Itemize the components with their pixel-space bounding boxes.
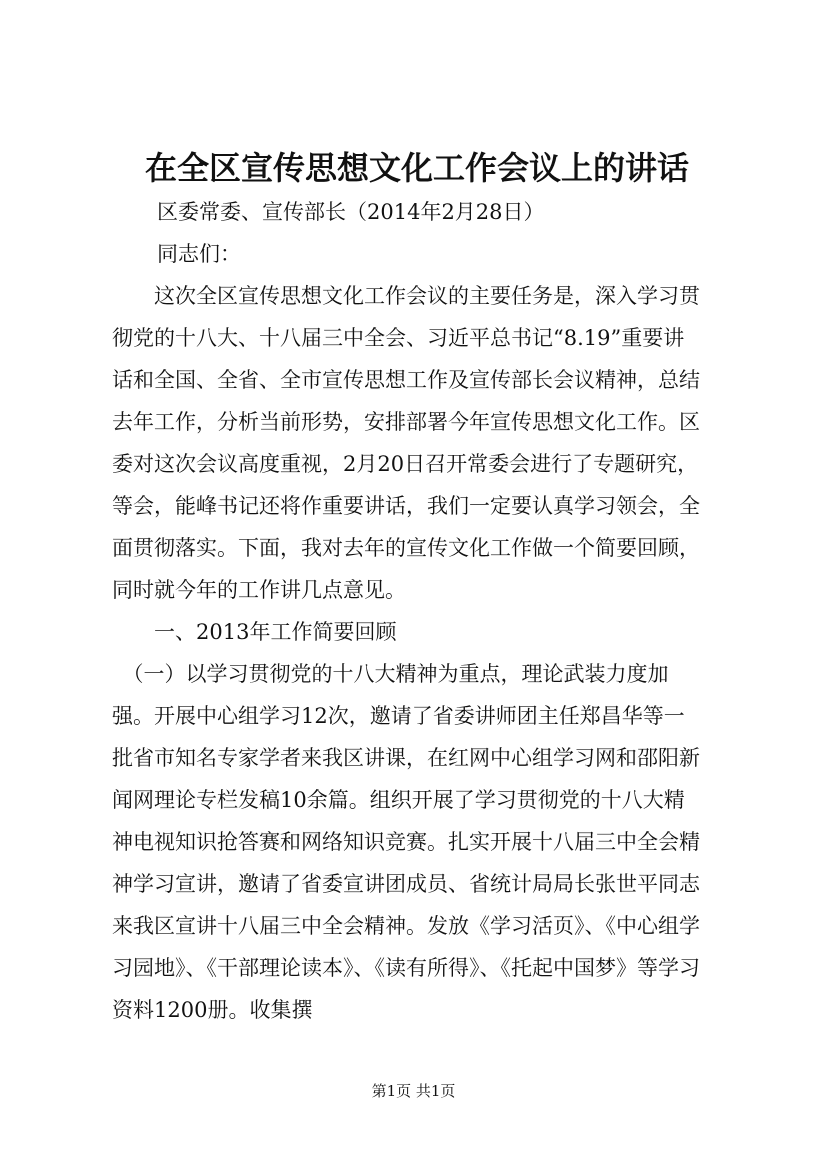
body-line: 来我区宣讲十八届三中全会精神。发放《学习活页》、《中心组学 xyxy=(112,914,700,938)
body-line: 资料1200册。收集撰 xyxy=(112,998,313,1022)
body-line: 去年工作，分析当前形势，安排部署今年宣传思想文化工作。区 xyxy=(112,410,700,434)
salutation: 同志们： xyxy=(157,242,241,266)
body-line: 委对这次会议高度重视，2月20日召开常委会进行了专题研究， xyxy=(112,452,699,476)
body-line: 彻党的十八大、十八届三中全会、习近平总书记“8.19”重要讲 xyxy=(112,326,685,350)
body-line: 这次全区宣传思想文化工作会议的主要任务是，深入学习贯 xyxy=(112,284,700,308)
body-line: 话和全国、全省、全市宣传思想工作及宣传部长会议精神，总结 xyxy=(112,368,700,392)
body-line: 强。开展中心组学习12次，邀请了省委讲师团主任郑昌华等一 xyxy=(112,704,685,728)
page-footer: 第1页 共1页 xyxy=(371,1082,456,1100)
section-heading: 一、2013年工作简要回顾 xyxy=(112,620,397,644)
body-line: 同时就今年的工作讲几点意见。 xyxy=(112,578,406,602)
body-line: 习园地》、《干部理论读本》、《读有所得》、《托起中国梦》等学习 xyxy=(112,956,700,980)
document-title: 在全区宣传思想文化工作会议上的讲话 xyxy=(144,149,689,187)
body-line: 批省市知名专家学者来我区讲课，在红网中心组学习网和邵阳新 xyxy=(112,746,700,770)
body-line: 闻网理论专栏发稿10余篇。组织开展了学习贯彻党的十八大精 xyxy=(112,788,685,812)
document-subtitle: 区委常委、宣传部长（2014年2月28日） xyxy=(157,200,545,224)
subsection-heading: （一）以学习贯彻党的十八大精神为重点，理论武装力度加 xyxy=(112,662,669,686)
body-line: 面贯彻落实。下面，我对去年的宣传文化工作做一个简要回顾， xyxy=(112,536,700,560)
body-line: 神学习宣讲，邀请了省委宣讲团成员、省统计局局长张世平同志 xyxy=(112,872,700,896)
body-line: 等会，能峰书记还将作重要讲话，我们一定要认真学习领会，全 xyxy=(112,494,700,518)
body-line: 神电视知识抢答赛和网络知识竞赛。扎实开展十八届三中全会精 xyxy=(112,830,700,854)
